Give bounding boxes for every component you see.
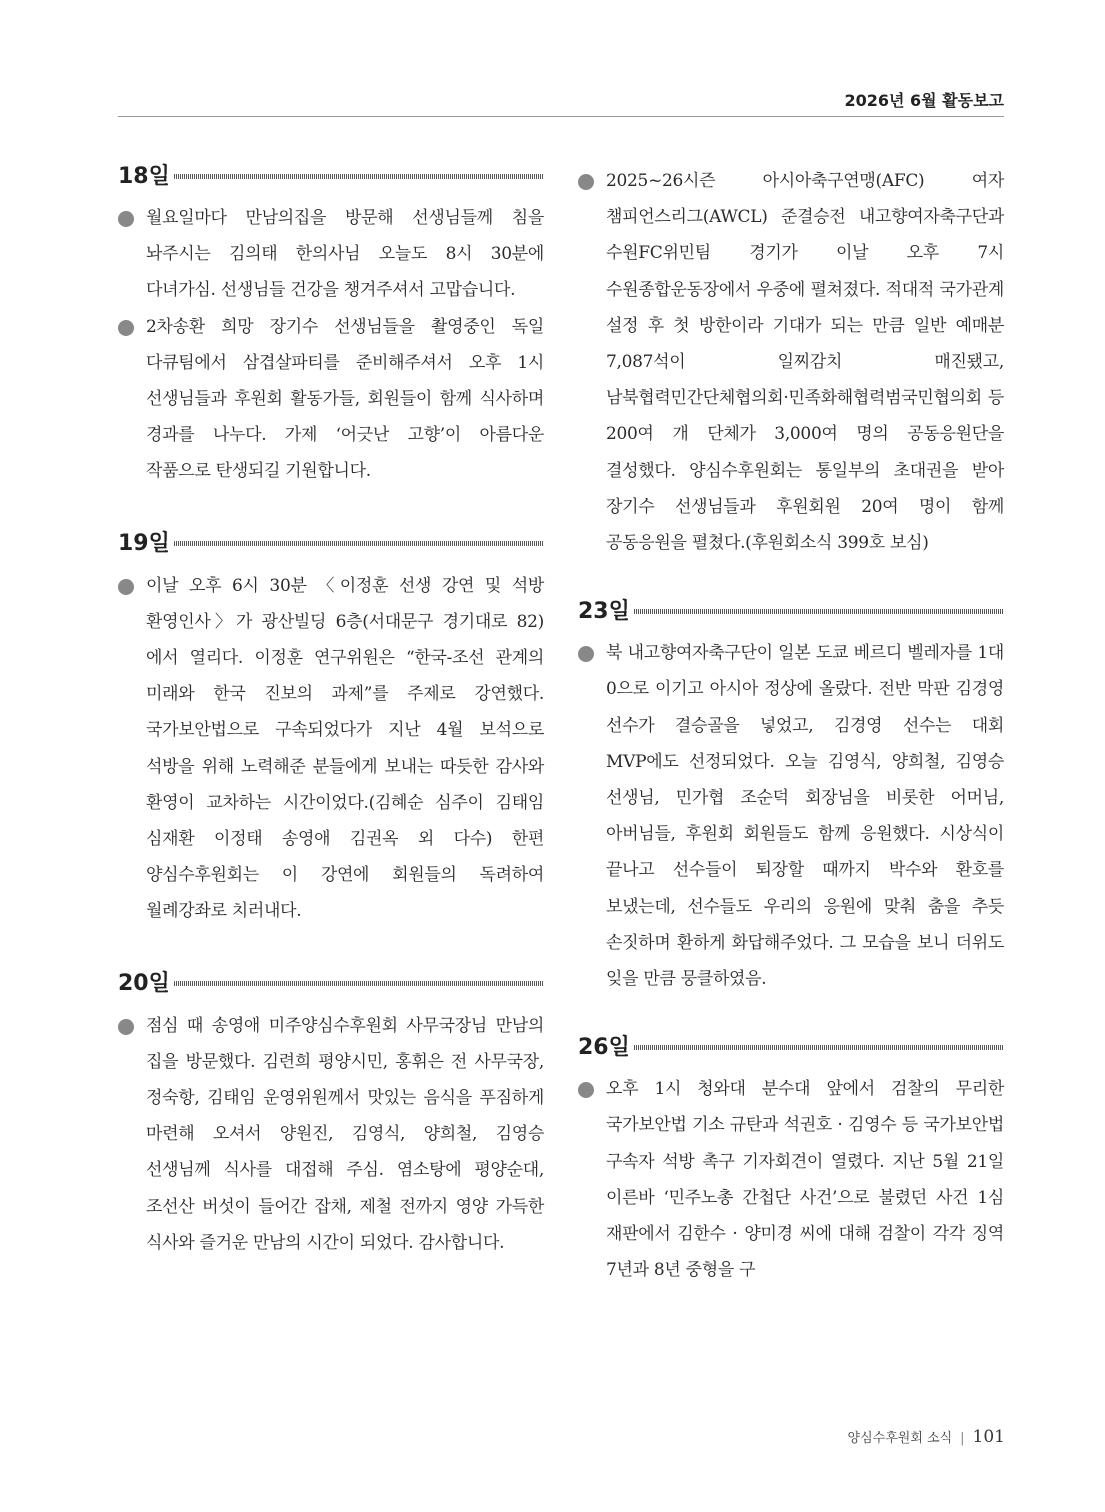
day-label: 20일 bbox=[118, 971, 170, 997]
dotted-rule bbox=[174, 541, 544, 546]
day-section-26 bbox=[578, 1019, 1004, 1288]
entry-text: 점심 때 송영애 미주양심수후원회 사무국장님 만남의 집을 방문했다. 김련희 평양시민, 홍휘은 전 사무국장, 정숙항, 김태임 운영위원께서 맛있는 음식을 푸짐하게 마련해 오셔서 양원진, 김영식, 양희철, 김영승 선생님께 식사를 대접해 주심. 염소탕에 평양순대, 조선산 버섯이 들어간 잡채, 제철 전까지 영양 가득한 식사와 즐거운 만남의 시간이 되었다. 감사합니다. bbox=[146, 1015, 544, 1253]
day-heading bbox=[118, 148, 544, 200]
bullet-icon bbox=[118, 211, 134, 227]
list-item bbox=[118, 309, 544, 490]
left-column bbox=[118, 150, 544, 1279]
list-item bbox=[578, 1071, 1004, 1288]
bullet-icon bbox=[118, 320, 134, 336]
day-section-19 bbox=[118, 516, 544, 930]
day-heading bbox=[578, 1019, 1004, 1071]
page-header bbox=[118, 88, 1004, 117]
bullet-icon bbox=[578, 646, 594, 662]
entry-text: 이날 오후 6시 30분 〈이정훈 선생 강연 및 석방 환영인사〉가 광산빌딩 6층(서대문구 경기대로 82)에서 열리다. 이정훈 연구위원은 “한국-조선 관계의 미래와 한국 진보의 과제”를 주제로 강연했다. 국가보안법으로 구속되었다가 지난 4월 보석으로 석방을 위해 노력해준 분들에게 보내는 따듯한 감사와 환영이 교차하는 시간이었다.(김혜순 심주이 김태임 심재환 이정태 송영애 김권옥 외 다수) 한편 양심수후원회는 이 강연에 회원들의 독려하여 월례강좌로 치러내다. bbox=[146, 575, 544, 922]
list-item bbox=[118, 200, 544, 309]
list-item bbox=[118, 568, 544, 930]
entry-text: 월요일마다 만남의집을 방문해 선생님들께 침을 놔주시는 김의태 한의사님 오늘도 8시 30분에 다녀가심. 선생님들 건강을 챙겨주셔서 고맙습니다. bbox=[146, 208, 544, 301]
day-section-23 bbox=[578, 583, 1004, 997]
list-item bbox=[578, 635, 1004, 997]
list-item bbox=[578, 163, 1004, 561]
day-label: 19일 bbox=[118, 531, 170, 557]
page-number: 101 bbox=[972, 1427, 1005, 1447]
day-heading bbox=[118, 956, 544, 1008]
continued-section bbox=[578, 163, 1004, 561]
day-label: 23일 bbox=[578, 598, 630, 624]
running-title: 2026년 6월 활동보고 bbox=[844, 91, 1004, 110]
footer-separator: | bbox=[960, 1431, 965, 1446]
bullet-icon bbox=[118, 1019, 134, 1035]
dotted-rule bbox=[634, 1045, 1004, 1050]
publication-name: 양심수후원회 소식 bbox=[847, 1431, 953, 1446]
day-label: 18일 bbox=[118, 163, 170, 189]
bullet-icon bbox=[578, 174, 594, 190]
page-footer bbox=[848, 1427, 1005, 1447]
day-heading bbox=[578, 583, 1004, 635]
entry-text: 2025~26시즌 아시아축구연맹(AFC) 여자 챔피언스리그(AWCL) 준결승전 내고향여자축구단과 수원FC위민팀 경기가 이날 오후 7시 수원종합운동장에서 우중에 펼쳐졌다. 적대적 국가관계 설정 후 첫 방한이라 기대가 되는 만큼 일반 예매분 7,087석이 일찌감치 매진됐고, 남북협력민간단체협의회·민족화해협력범국민협의회 등 200여 개 단체가 3,000여 명의 공동응원단을 결성했다. 양심수후원회는 통일부의 초대권을 받아 장기수 선생님들과 후원회원 20여 명이 함께 공동응원을 펼쳤다.(후원회소식 399호 보심) bbox=[606, 171, 1004, 554]
entry-text: 2차송환 희망 장기수 선생님들을 촬영중인 독일 다큐팀에서 삼겹살파티를 준비해주셔서 오후 1시 선생님들과 후원회 활동가들, 회원들이 함께 식사하며 경과를 나누다. 가제 ‘어긋난 고향’이 아름다운 작품으로 탄생되길 기원합니다. bbox=[146, 316, 544, 482]
day-section-20 bbox=[118, 956, 544, 1261]
day-heading bbox=[118, 516, 544, 568]
day-section-18 bbox=[118, 148, 544, 490]
bullet-icon bbox=[578, 1082, 594, 1098]
entry-text: 오후 1시 청와대 분수대 앞에서 검찰의 무리한 국가보안법 기소 규탄과 석권호 · 김영수 등 국가보안법 구속자 석방 촉구 기자회견이 열렸다. 지난 5월 21일 이른바 ‘민주노총 간첩단 사건’으로 불렸던 사건 1심 재판에서 김한수 · 양미경 씨에 대해 검찰이 각각 징역 7년과 8년 중형을 구 bbox=[606, 1079, 1004, 1281]
list-item bbox=[118, 1008, 544, 1261]
dotted-rule bbox=[634, 609, 1004, 614]
day-label: 26일 bbox=[578, 1034, 630, 1060]
dotted-rule bbox=[174, 981, 544, 986]
bullet-icon bbox=[118, 579, 134, 595]
dotted-rule bbox=[174, 174, 544, 179]
entry-text: 북 내고향여자축구단이 일본 도쿄 베르디 벨레자를 1대 0으로 이기고 아시아 정상에 올랐다. 전반 막판 김경영 선수가 결승골을 넣었고, 김경영 선수는 대회 MVP에도 선정되었다. 오늘 김영식, 양희철, 김영승 선생님, 민가협 조순덕 회장님을 비롯한 어머님, 아버님들, 후원회 회원들도 함께 응원했다. 시상식이 끝나고 선수들이 퇴장할 때까지 박수와 환호를 보냈는데, 선수들도 우리의 응원에 맞춰 춤을 추듯 손짓하며 환하게 화답해주었다. 그 모습을 보니 더위도 잊을 만큼 뭉클하였음. bbox=[606, 643, 1004, 990]
right-column bbox=[578, 163, 1004, 1306]
